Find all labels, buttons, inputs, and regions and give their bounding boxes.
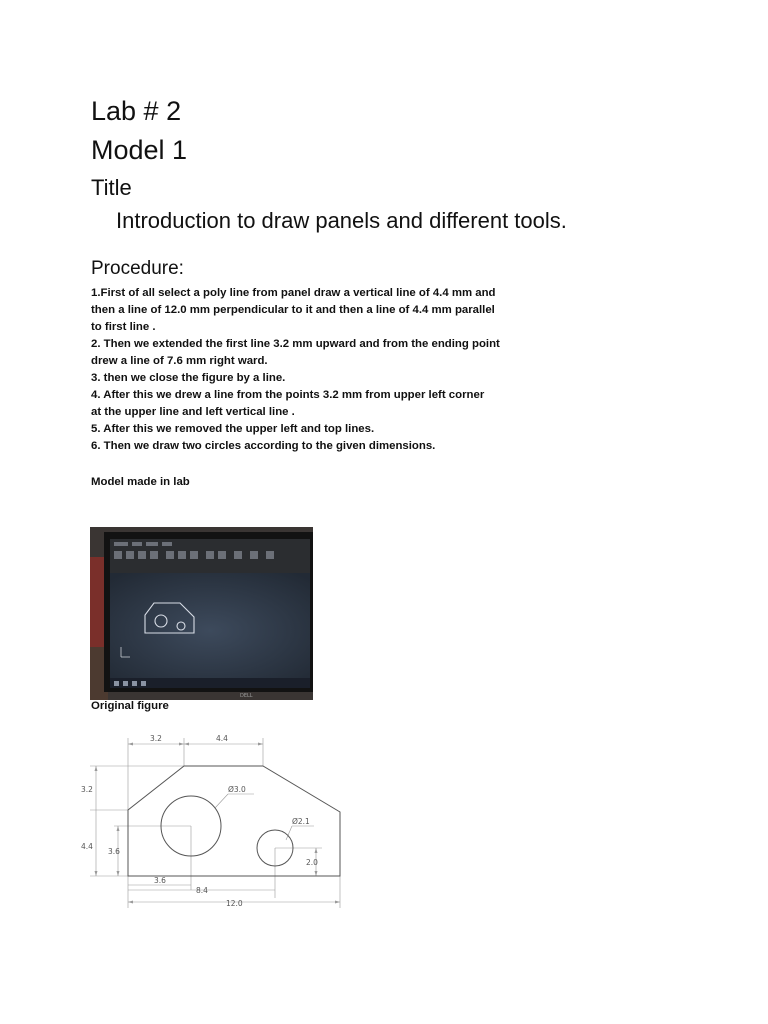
procedure-line: drew a line of 7.6 mm right ward. bbox=[91, 355, 268, 367]
procedure-steps bbox=[91, 285, 551, 455]
model-heading: Model 1 bbox=[91, 135, 188, 165]
procedure-line: 2. Then we extended the first line 3.2 mm upward and from the ending point bbox=[91, 338, 500, 350]
procedure-line: to first line . bbox=[91, 321, 156, 333]
procedure-line: 1.First of all select a poly line from panel draw a vertical line of 4.4 mm and bbox=[91, 287, 496, 299]
procedure-line: then a line of 12.0 mm perpendicular to it and then a line of 4.4 mm parallel bbox=[91, 304, 495, 316]
dim-small-height: 2.0 bbox=[306, 858, 318, 867]
dim-bottom-inner: 3.6 bbox=[154, 876, 166, 885]
title-label: Title bbox=[91, 175, 132, 200]
dim-small-circle: Ø2.1 bbox=[292, 817, 310, 826]
procedure-line: 6. Then we draw two circles according to the given dimensions. bbox=[91, 440, 436, 452]
procedure-line: 5. After this we removed the upper left and top lines. bbox=[91, 423, 375, 435]
dim-left-inner: 3.6 bbox=[108, 847, 120, 856]
dim-big-circle: Ø3.0 bbox=[228, 785, 246, 794]
monitor-brand: DELL bbox=[240, 693, 253, 699]
lab-number-heading: Lab # 2 bbox=[91, 96, 182, 126]
model-made-in-lab-label: Model made in lab bbox=[91, 476, 190, 488]
procedure-heading: Procedure: bbox=[91, 258, 184, 279]
dim-left-upper: 3.2 bbox=[81, 785, 93, 794]
dim-left-total: 4.4 bbox=[81, 842, 93, 851]
original-dimensioned-figure bbox=[78, 730, 358, 915]
dim-bottom-mid: 8.4 bbox=[196, 886, 208, 895]
procedure-line: 3. then we close the figure by a line. bbox=[91, 372, 286, 384]
dim-top-right: 4.4 bbox=[216, 734, 228, 743]
dim-top-left: 3.2 bbox=[150, 734, 162, 743]
lab-model-photo bbox=[90, 527, 313, 700]
procedure-line: at the upper line and left vertical line . bbox=[91, 406, 295, 418]
procedure-line: 4. After this we drew a line from the points 3.2 mm from upper left corner bbox=[91, 389, 485, 401]
original-figure-label: Original figure bbox=[91, 700, 169, 712]
dim-bottom-total: 12.0 bbox=[226, 899, 243, 908]
lab-title-text: Introduction to draw panels and different tools. bbox=[116, 208, 567, 233]
